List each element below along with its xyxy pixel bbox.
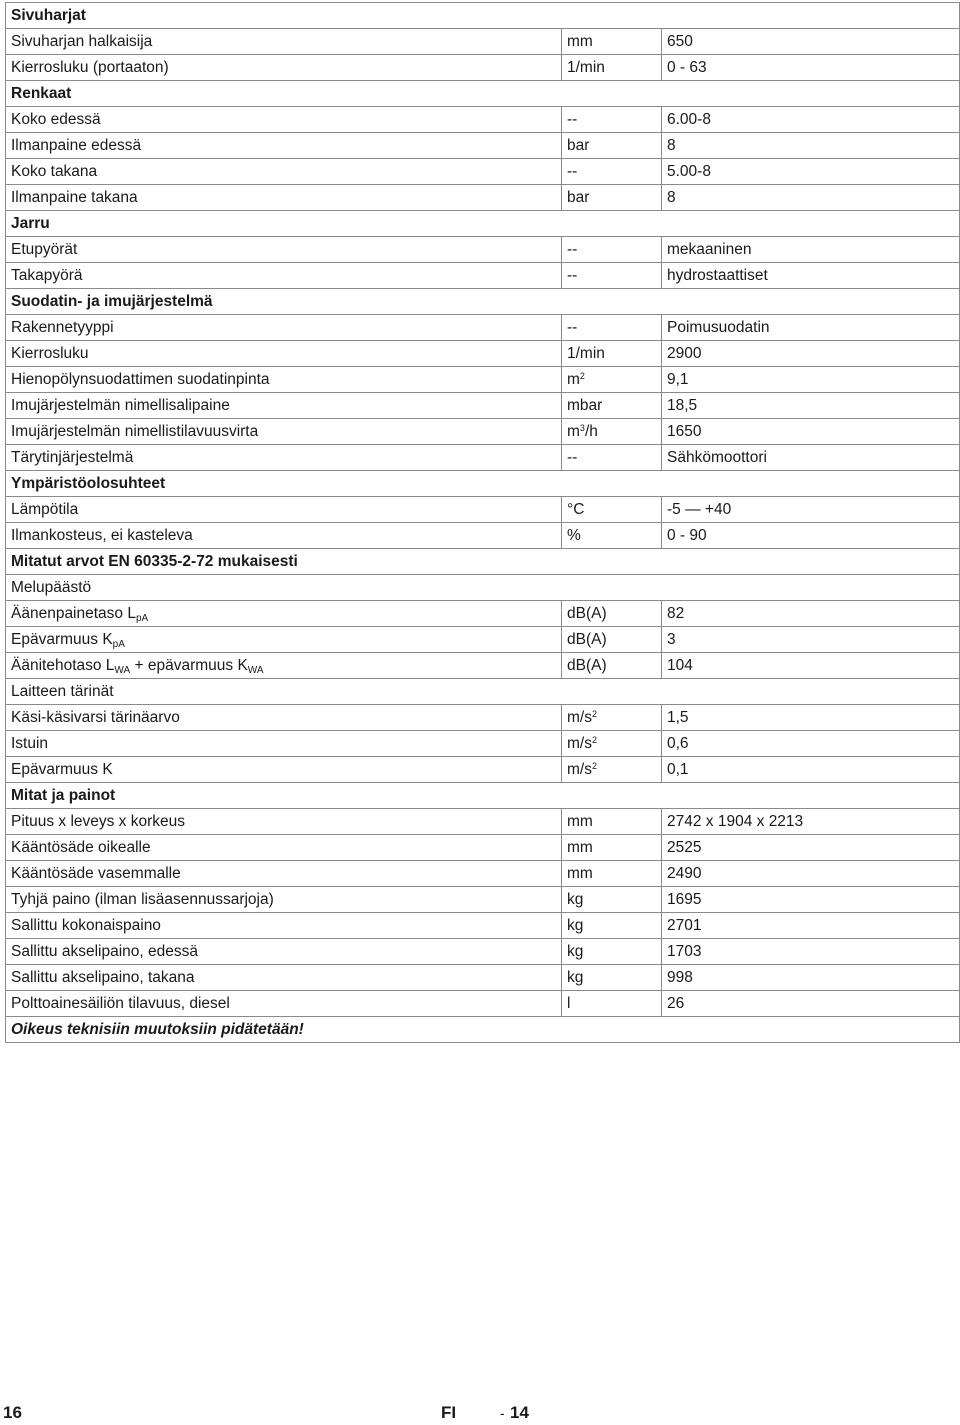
table-row	[6, 913, 960, 939]
table-row	[6, 341, 960, 367]
spec-value-cell	[662, 29, 960, 55]
section-title: Jarru	[6, 211, 960, 237]
spec-unit: kg	[567, 943, 584, 960]
spec-value: 2490	[667, 865, 702, 882]
spec-unit-cell	[562, 523, 662, 549]
spec-label: Etupyörät	[11, 241, 78, 258]
spec-value-cell	[662, 705, 960, 731]
spec-value: 0 - 90	[667, 527, 707, 544]
spec-label-cell	[6, 55, 562, 81]
spec-label-cell	[6, 653, 562, 679]
spec-value-cell	[662, 835, 960, 861]
spec-value: 1650	[667, 423, 702, 440]
spec-unit: dB(A)	[567, 657, 607, 674]
spec-table-body	[6, 3, 960, 1043]
table-row	[6, 185, 960, 211]
spec-label-cell	[6, 627, 562, 653]
spec-table	[5, 2, 960, 1043]
table-row	[6, 601, 960, 627]
spec-unit-cell	[562, 809, 662, 835]
spec-unit: %	[567, 527, 581, 544]
table-row	[6, 55, 960, 81]
table-row	[6, 731, 960, 757]
spec-label: Rakennetyyppi	[11, 319, 114, 336]
table-row	[6, 757, 960, 783]
spec-label-subscript: pA	[135, 613, 149, 624]
spec-value-cell	[662, 367, 960, 393]
spec-label: Epävarmuus K	[11, 761, 113, 778]
table-row	[6, 367, 960, 393]
spec-label: Ilmankosteus, ei kasteleva	[11, 527, 193, 544]
spec-label: Kääntösäde vasemmalle	[11, 865, 181, 882]
spec-label: Sallittu akselipaino, takana	[11, 969, 195, 986]
spec-label-cell	[6, 939, 562, 965]
spec-label-cell	[6, 497, 562, 523]
table-row	[6, 159, 960, 185]
section-title: Sivuharjat	[6, 3, 960, 29]
spec-unit: bar	[567, 189, 590, 206]
table-row	[6, 627, 960, 653]
spec-value: 2525	[667, 839, 702, 856]
spec-label-cell	[6, 185, 562, 211]
spec-unit: --	[567, 319, 578, 336]
spec-unit: --	[567, 449, 578, 466]
spec-label: Imujärjestelmän nimellisalipaine	[11, 397, 230, 414]
spec-unit-superscript: 2	[579, 371, 585, 381]
spec-value-cell	[662, 419, 960, 445]
spec-unit-cell	[562, 835, 662, 861]
spec-value: 2900	[667, 345, 702, 362]
spec-value-cell	[662, 757, 960, 783]
spec-label-cell	[6, 835, 562, 861]
spec-label-subscript: WA	[247, 665, 264, 676]
spec-value: 26	[667, 995, 685, 1012]
spec-label: Käsi-käsivarsi tärinäarvo	[11, 709, 180, 726]
spec-unit: 1/min	[567, 345, 605, 362]
spec-unit-cell	[562, 263, 662, 289]
section-title: Suodatin- ja imujärjestelmä	[6, 289, 960, 315]
spec-value-cell	[662, 55, 960, 81]
spec-unit-cell	[562, 939, 662, 965]
table-row	[6, 133, 960, 159]
section-title: Mitatut arvot EN 60335-2-72 mukaisesti	[6, 549, 960, 575]
spec-unit: m/s	[567, 735, 592, 752]
spec-label: Äänitehotaso L	[11, 657, 115, 674]
spec-label: Ilmanpaine takana	[11, 189, 138, 206]
spec-value: 9,1	[667, 371, 689, 388]
spec-label-cell	[6, 705, 562, 731]
spec-label-continuation: + epävarmuus K	[130, 657, 248, 674]
spec-label-cell	[6, 159, 562, 185]
table-row	[6, 419, 960, 445]
spec-unit: dB(A)	[567, 605, 607, 622]
spec-label-cell	[6, 133, 562, 159]
spec-unit-cell	[562, 991, 662, 1017]
spec-value-cell	[662, 107, 960, 133]
spec-unit: bar	[567, 137, 590, 154]
spec-unit-cell	[562, 393, 662, 419]
table-row	[6, 705, 960, 731]
spec-unit-cell	[562, 627, 662, 653]
spec-unit-cell	[562, 861, 662, 887]
spec-unit-cell	[562, 185, 662, 211]
spec-value: Poimusuodatin	[667, 319, 770, 336]
spec-unit: mbar	[567, 397, 603, 414]
spec-value: 1695	[667, 891, 702, 908]
table-row	[6, 861, 960, 887]
spec-value-cell	[662, 965, 960, 991]
spec-unit: dB(A)	[567, 631, 607, 648]
spec-unit-cell	[562, 419, 662, 445]
subheading-title: Melupäästö	[6, 575, 960, 601]
spec-label-cell	[6, 601, 562, 627]
spec-label: Tyhjä paino (ilman lisäasennussarjoja)	[11, 891, 274, 908]
spec-unit: --	[567, 163, 578, 180]
spec-value-cell	[662, 809, 960, 835]
spec-label: Lämpötila	[11, 501, 79, 518]
spec-value: 8	[667, 137, 676, 154]
section-title: Ympäristöolosuhteet	[6, 471, 960, 497]
spec-unit: mm	[567, 865, 593, 882]
spec-value-cell	[662, 653, 960, 679]
spec-unit-cell	[562, 159, 662, 185]
spec-label: Kääntösäde oikealle	[11, 839, 151, 856]
spec-value-cell	[662, 185, 960, 211]
spec-unit: 1/min	[567, 59, 605, 76]
spec-value: 2742 x 1904 x 2213	[667, 813, 804, 830]
spec-value: 650	[667, 33, 693, 50]
spec-unit: kg	[567, 891, 584, 908]
spec-unit-cell	[562, 601, 662, 627]
table-row	[6, 29, 960, 55]
section-header-row	[6, 81, 960, 107]
table-row	[6, 809, 960, 835]
spec-unit-cell	[562, 445, 662, 471]
spec-unit-cell	[562, 913, 662, 939]
spec-unit-cell	[562, 29, 662, 55]
spec-unit: mm	[567, 813, 593, 830]
section-header-row	[6, 549, 960, 575]
table-row	[6, 965, 960, 991]
note-row	[6, 1017, 960, 1043]
spec-unit-cell	[562, 705, 662, 731]
table-row	[6, 653, 960, 679]
spec-value: 104	[667, 657, 693, 674]
spec-value-cell	[662, 159, 960, 185]
spec-label-subscript: pA	[112, 639, 125, 650]
spec-value: -5 — +40	[667, 501, 732, 518]
spec-value-cell	[662, 913, 960, 939]
section-title: Renkaat	[6, 81, 960, 107]
spec-value-cell	[662, 133, 960, 159]
spec-unit-cell	[562, 497, 662, 523]
spec-label-cell	[6, 913, 562, 939]
spec-label: Sallittu akselipaino, edessä	[11, 943, 198, 960]
spec-value: 0,6	[667, 735, 689, 752]
spec-label-cell	[6, 315, 562, 341]
spec-value: 998	[667, 969, 693, 986]
spec-label: Sallittu kokonaispaino	[11, 917, 161, 934]
spec-value: 3	[667, 631, 676, 648]
spec-unit-cell	[562, 341, 662, 367]
section-header-row	[6, 3, 960, 29]
spec-unit-superscript: 2	[591, 761, 597, 771]
spec-label: Polttoainesäiliön tilavuus, diesel	[11, 995, 230, 1012]
spec-label-cell	[6, 965, 562, 991]
spec-label: Ilmanpaine edessä	[11, 137, 142, 154]
spec-value-cell	[662, 731, 960, 757]
spec-value: 5.00-8	[667, 163, 711, 180]
spec-unit: m	[567, 423, 580, 440]
table-row	[6, 939, 960, 965]
spec-value-cell	[662, 445, 960, 471]
table-row	[6, 263, 960, 289]
spec-label: Äänenpainetaso L	[11, 605, 136, 622]
spec-label-cell	[6, 263, 562, 289]
section-header-row	[6, 783, 960, 809]
spec-unit: mm	[567, 33, 593, 50]
spec-label: Tärytinjärjestelmä	[11, 449, 134, 466]
spec-unit-cell	[562, 757, 662, 783]
spec-label-cell	[6, 809, 562, 835]
section-header-row	[6, 289, 960, 315]
spec-value: 0 - 63	[667, 59, 707, 76]
spec-label-subscript: WA	[114, 665, 131, 676]
table-row	[6, 991, 960, 1017]
spec-unit: m/s	[567, 761, 592, 778]
spec-unit-cell	[562, 653, 662, 679]
table-row	[6, 887, 960, 913]
table-row	[6, 107, 960, 133]
spec-value-cell	[662, 991, 960, 1017]
spec-label: Kierrosluku (portaaton)	[11, 59, 169, 76]
spec-value: 1703	[667, 943, 702, 960]
spec-value-cell	[662, 939, 960, 965]
spec-unit: m/s	[567, 709, 592, 726]
table-row	[6, 445, 960, 471]
spec-label-cell	[6, 757, 562, 783]
section-title: Mitat ja painot	[6, 783, 960, 809]
footer-dash: -	[500, 1405, 505, 1421]
spec-unit: kg	[567, 917, 584, 934]
spec-value-cell	[662, 523, 960, 549]
spec-label-cell	[6, 237, 562, 263]
spec-unit-cell	[562, 133, 662, 159]
spec-unit: mm	[567, 839, 593, 856]
table-row	[6, 237, 960, 263]
spec-label: Imujärjestelmän nimellistilavuusvirta	[11, 423, 259, 440]
table-row	[6, 523, 960, 549]
spec-value-cell	[662, 393, 960, 419]
spec-label: Hienopölynsuodattimen suodatinpinta	[11, 371, 270, 388]
spec-label-cell	[6, 991, 562, 1017]
spec-label: Epävarmuus K	[11, 631, 113, 648]
spec-value-cell	[662, 263, 960, 289]
spec-label: Takapyörä	[11, 267, 83, 284]
spec-label: Kierrosluku	[11, 345, 89, 362]
spec-value-cell	[662, 601, 960, 627]
footer-language-code: FI	[441, 1403, 457, 1422]
spec-unit: kg	[567, 969, 584, 986]
spec-unit-cell	[562, 887, 662, 913]
spec-label-cell	[6, 523, 562, 549]
spec-value: 2701	[667, 917, 702, 934]
spec-value: 18,5	[667, 397, 698, 414]
spec-value: 8	[667, 189, 676, 206]
spec-unit-cell	[562, 367, 662, 393]
spec-unit: --	[567, 111, 578, 128]
spec-unit: --	[567, 241, 578, 258]
spec-label-cell	[6, 393, 562, 419]
spec-unit-cell	[562, 731, 662, 757]
spec-label-cell	[6, 29, 562, 55]
footer-page-number: 14	[510, 1403, 529, 1422]
spec-value: mekaaninen	[667, 241, 752, 258]
spec-label: Koko edessä	[11, 111, 101, 128]
spec-unit-cell	[562, 965, 662, 991]
note-text: Oikeus teknisiin muutoksiin pidätetään!	[6, 1017, 960, 1043]
spec-label: Pituus x leveys x korkeus	[11, 813, 186, 830]
subheading-row	[6, 575, 960, 601]
spec-unit-cell	[562, 107, 662, 133]
subheading-title: Laitteen tärinät	[6, 679, 960, 705]
spec-unit-cell	[562, 315, 662, 341]
spec-label: Sivuharjan halkaisija	[11, 33, 153, 50]
table-row	[6, 393, 960, 419]
spec-label-cell	[6, 419, 562, 445]
footer-section-number: 16	[3, 1403, 22, 1422]
spec-value-cell	[662, 315, 960, 341]
spec-unit: l	[567, 995, 571, 1012]
spec-value: 1,5	[667, 709, 689, 726]
spec-label: Istuin	[11, 735, 49, 752]
spec-unit-superscript: 2	[591, 735, 597, 745]
section-header-row	[6, 471, 960, 497]
spec-unit: --	[567, 267, 578, 284]
spec-value: hydrostaattiset	[667, 267, 768, 284]
spec-label-cell	[6, 107, 562, 133]
spec-label-cell	[6, 731, 562, 757]
spec-label-cell	[6, 445, 562, 471]
spec-label: Koko takana	[11, 163, 98, 180]
table-row	[6, 315, 960, 341]
spec-unit: m	[567, 371, 580, 388]
spec-unit: °C	[567, 501, 585, 518]
spec-value: 6.00-8	[667, 111, 711, 128]
spec-value-cell	[662, 627, 960, 653]
section-header-row	[6, 211, 960, 237]
spec-label-cell	[6, 367, 562, 393]
spec-value: 0,1	[667, 761, 689, 778]
spec-value-cell	[662, 887, 960, 913]
table-row	[6, 835, 960, 861]
spec-unit-cell	[562, 55, 662, 81]
table-row	[6, 497, 960, 523]
subheading-row	[6, 679, 960, 705]
spec-unit-suffix: /h	[584, 423, 598, 440]
spec-value-cell	[662, 341, 960, 367]
spec-value-cell	[662, 861, 960, 887]
spec-value-cell	[662, 497, 960, 523]
spec-value: 82	[667, 605, 685, 622]
spec-label-cell	[6, 341, 562, 367]
spec-unit-superscript: 3	[579, 423, 585, 433]
spec-value: Sähkömoottori	[667, 449, 767, 466]
spec-label-cell	[6, 861, 562, 887]
spec-unit-cell	[562, 237, 662, 263]
spec-unit-superscript: 2	[591, 709, 597, 719]
spec-label-cell	[6, 887, 562, 913]
spec-value-cell	[662, 237, 960, 263]
